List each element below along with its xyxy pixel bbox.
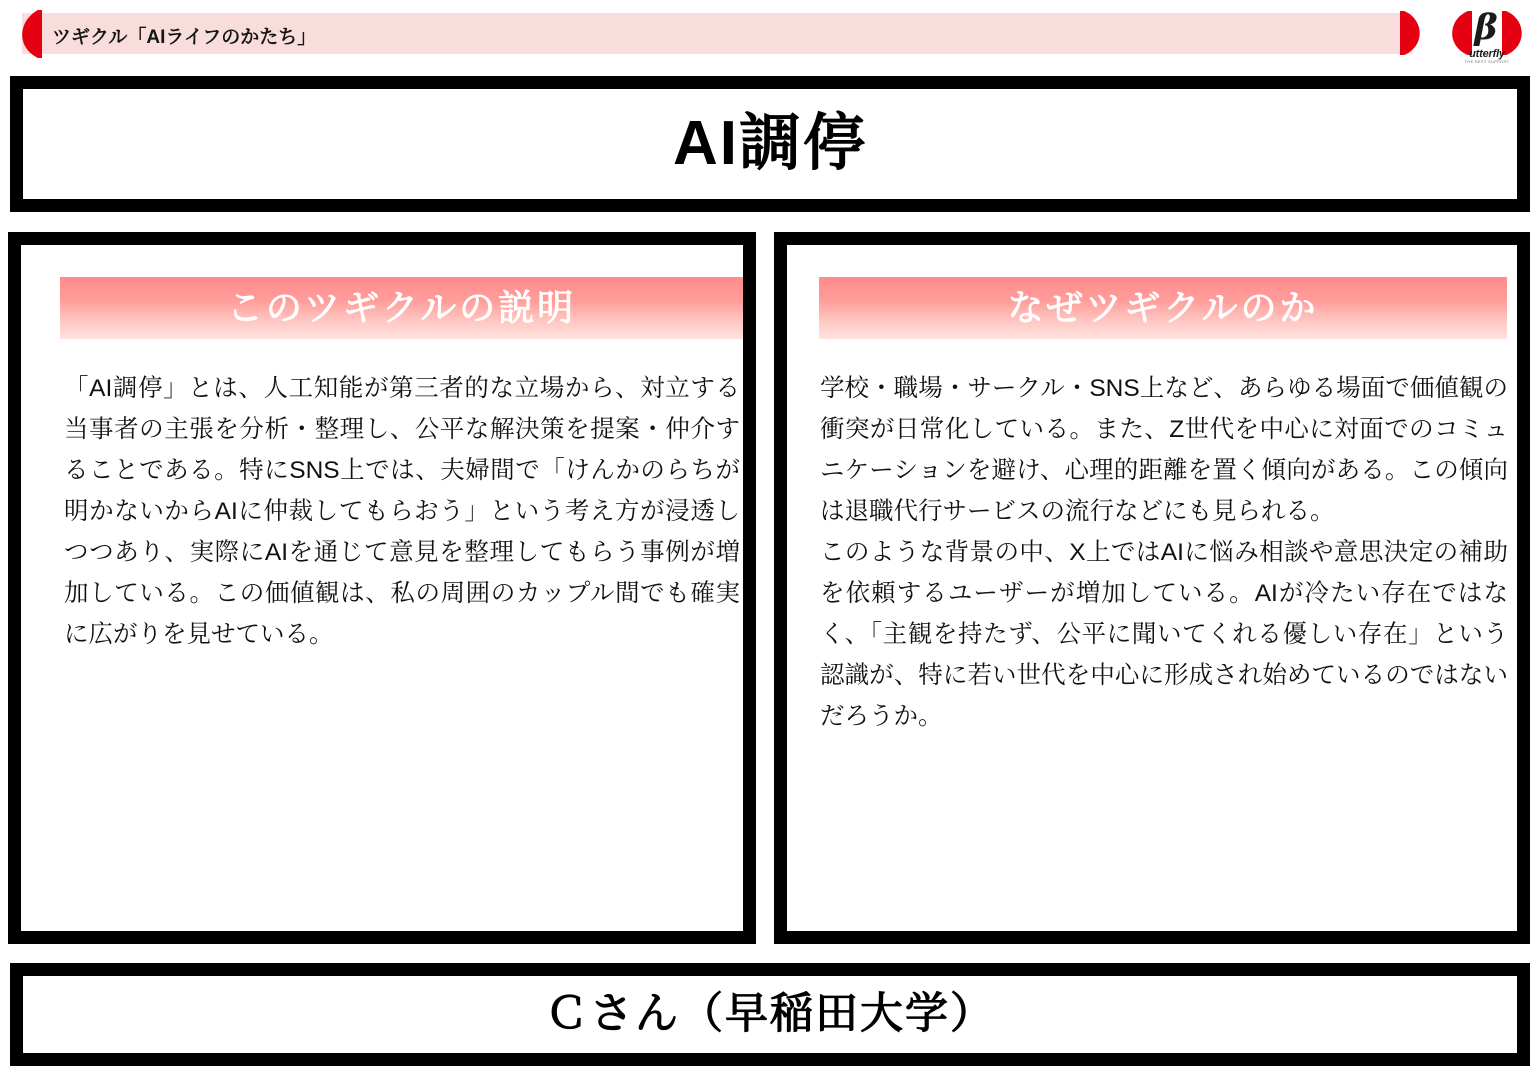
author-name: Ｃさん（早稲田大学） [545, 990, 995, 1038]
page-title: AI調停 [672, 109, 867, 178]
red-wing-icon [8, 9, 42, 59]
top-banner [0, 0, 1540, 68]
banner-title: ツギクル「AIライフのかたち」 [52, 27, 317, 48]
paragraph: 学校・職場・サークル・SNS上など、あらゆる場面で価値観の衝突が日常化している。また、Z世代を中心に対面でのコミュニケーションを避け、心理的距離を置く傾向がある。この傾向は退職代行サービスの流行などにも見られる。 [820, 375, 1508, 525]
panel-rationale-header [819, 277, 1507, 339]
author-box [10, 963, 1530, 1066]
logo-beta-mark: β [1474, 7, 1498, 48]
panel-description-body [64, 368, 740, 655]
panel-description-heading-text: このツギクルの説明 [226, 287, 577, 328]
panel-rationale [774, 232, 1530, 944]
logo-wing-icon-left-outer [1400, 10, 1430, 56]
logo-tagline: THE BEST SUPPORT [1464, 59, 1510, 64]
paragraph: 「AI調停」とは、人工知能が第三者的な立場から、対立する当事者の主張を分析・整理し、公平な解決策を提案・仲介することである。特にSNS上では、夫婦間で「けんかのらちが明かないからAIに仲裁してもらおう」という考え方が浸透しつつあり、実際にAIを通じて意見を整理してもらう事例が増加している。この価値観は、私の周囲のカップル間でも確実に広がりを見せている。 [64, 375, 740, 648]
logo-wordmark: utterfly [1469, 48, 1505, 60]
panel-description [8, 232, 756, 944]
butterfly-logo [1398, 4, 1534, 66]
paragraph: このような背景の中、X上ではAIに悩み相談や意思決定の補助を依頼するユーザーが増加している。AIが冷たい存在ではなく、「主観を持たず、公平に聞いてくれる優しい存在」という認識が、特に若い世代を中心に形成され始めているのではないだろうか。 [820, 539, 1508, 730]
panel-rationale-body [820, 368, 1508, 737]
page-title-box [10, 76, 1530, 212]
panel-description-header [60, 277, 743, 339]
panel-rationale-heading-text: なぜツギクルのか [1007, 287, 1319, 328]
